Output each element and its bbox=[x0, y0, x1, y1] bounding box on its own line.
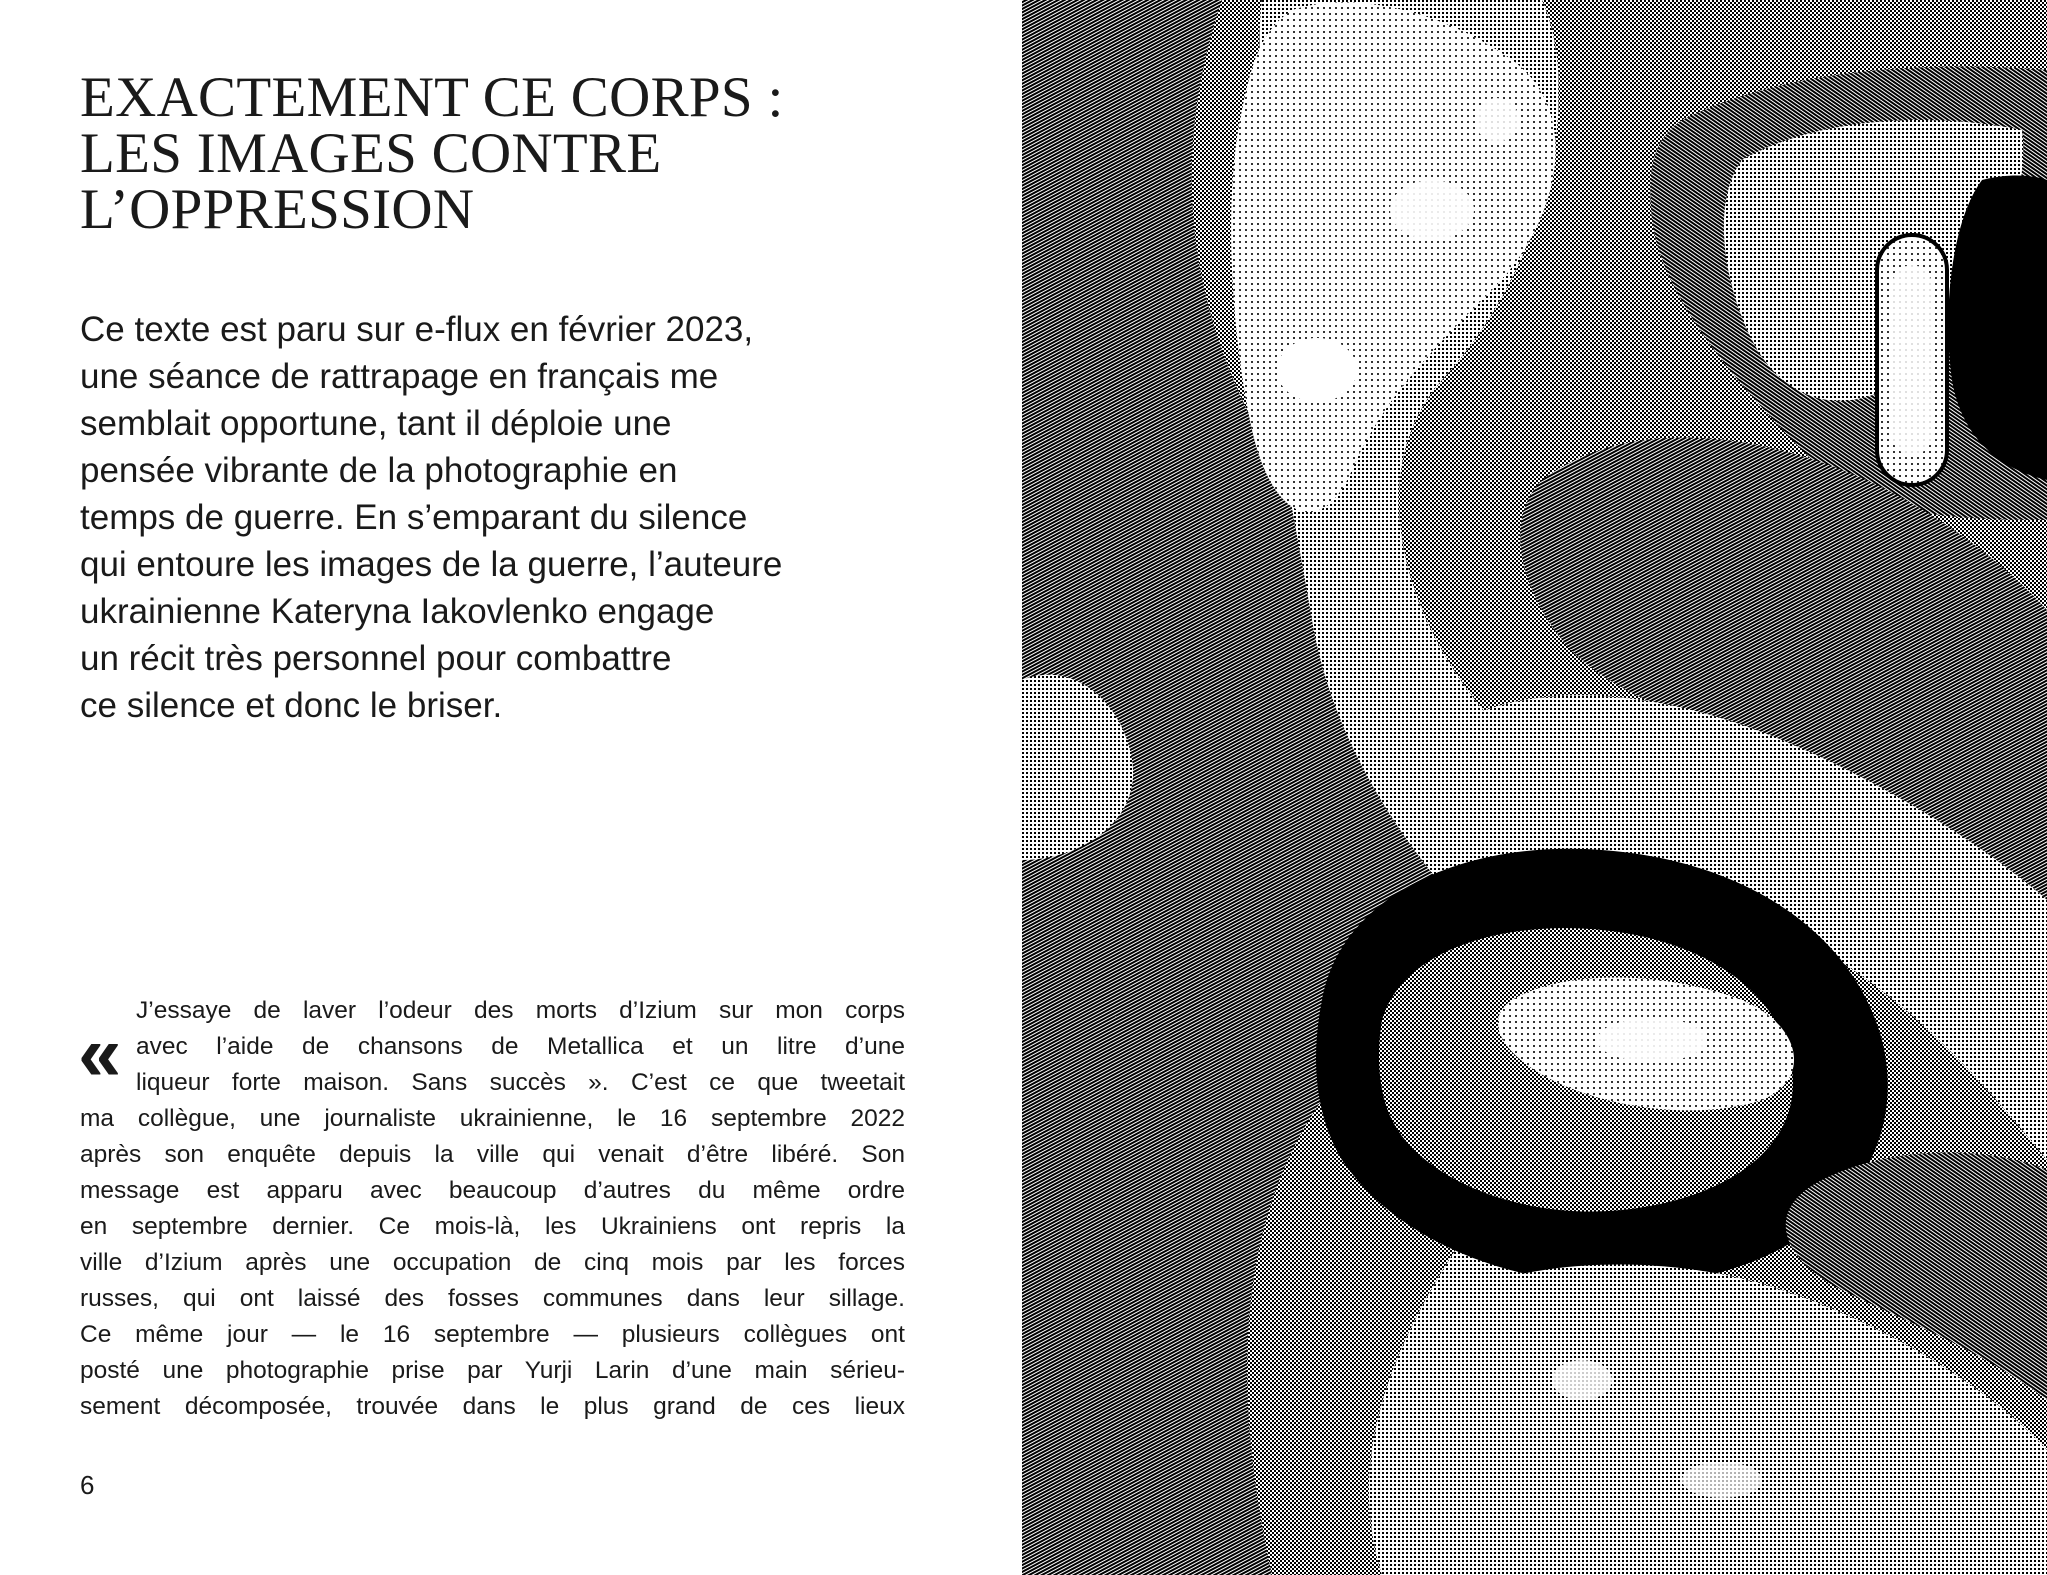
art-white-spot bbox=[1390, 180, 1474, 240]
body-line: liqueur forte maison. Sans succès ». C’est ce que tweetait bbox=[136, 1069, 905, 1096]
intro-paragraph bbox=[80, 306, 980, 729]
art-white-spot bbox=[1552, 1360, 1612, 1400]
intro-line: une séance de rattrapage en français me bbox=[80, 357, 719, 396]
intro-line: ce silence et donc le briser. bbox=[80, 686, 503, 725]
dithered-artwork bbox=[1022, 0, 2047, 1575]
article-title bbox=[80, 66, 940, 241]
intro-line: qui entoure les images de la guerre, l’auteure bbox=[80, 545, 783, 584]
intro-line: ukrainienne Kateryna Iakovlenko engage bbox=[80, 592, 715, 631]
body-line: message est apparu avec beaucoup d’autres du même ordre bbox=[80, 1177, 905, 1204]
title-line: EXACTEMENT CE CORPS : bbox=[80, 66, 784, 129]
art-white-spot bbox=[1597, 1018, 1707, 1062]
body-line: ville d’Izium après une occupation de cinq mois par les forces bbox=[80, 1249, 905, 1276]
body-line: avec l’aide de chansons de Metallica et un litre d’une bbox=[136, 1033, 905, 1060]
page-number: 6 bbox=[80, 1470, 95, 1500]
body-line: J’essaye de laver l’odeur des morts d’Izium sur mon corps bbox=[136, 997, 905, 1024]
art-white-spot bbox=[1277, 338, 1357, 402]
art-capsule-core bbox=[1892, 265, 1932, 455]
intro-line: temps de guerre. En s’emparant du silence bbox=[80, 498, 748, 537]
art-white-spot bbox=[1682, 1462, 1762, 1498]
body-line: en septembre dernier. Ce mois-là, les Ukrainiens ont repris la bbox=[80, 1213, 905, 1240]
body-paragraph bbox=[80, 993, 905, 1425]
body-line: Ce même jour — le 16 septembre — plusieurs collègues ont bbox=[80, 1321, 905, 1348]
intro-line: Ce texte est paru sur e-flux en février 2023, bbox=[80, 310, 754, 349]
title-line: L’OPPRESSION bbox=[80, 178, 475, 241]
body-line: russes, qui ont laissé des fosses communes dans leur sillage. bbox=[80, 1285, 905, 1312]
intro-line: un récit très personnel pour combattre bbox=[80, 639, 672, 678]
body-line: après son enquête depuis la ville qui venait d’être libéré. Son bbox=[80, 1141, 905, 1168]
intro-line: semblait opportune, tant il déploie une bbox=[80, 404, 672, 443]
art-white-spot bbox=[1475, 98, 1519, 142]
left-page bbox=[0, 0, 1022, 1575]
title-line: LES IMAGES CONTRE bbox=[80, 122, 662, 185]
opening-quote-mark: « bbox=[78, 1009, 122, 1097]
artwork-svg bbox=[1022, 0, 2047, 1575]
body-line: sement décomposée, trouvée dans le plus grand de ces lieux bbox=[80, 1393, 905, 1420]
intro-line: pensée vibrante de la photographie en bbox=[80, 451, 678, 490]
body-line: posté une photographie prise par Yurji Larin d’une main sérieu- bbox=[80, 1357, 905, 1384]
body-line: ma collègue, une journaliste ukrainienne, le 16 septembre 2022 bbox=[80, 1105, 905, 1132]
